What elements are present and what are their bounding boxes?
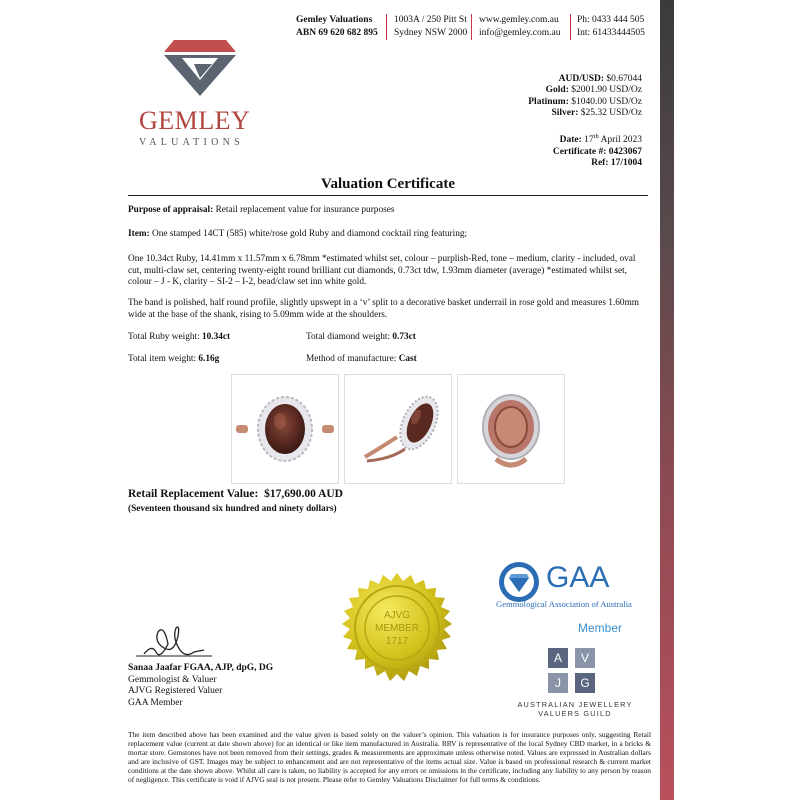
item-label: Item: <box>128 229 150 239</box>
item-text: One stamped 14CT (585) white/rose gold Ruby and diamond cocktail ring featuring; <box>152 229 468 239</box>
item-weight-label: Total item weight: <box>128 354 197 364</box>
header-divider <box>471 14 472 40</box>
item-weight <box>128 354 298 366</box>
phone: Ph: 0433 444 505 <box>577 15 645 25</box>
aud-usd-label: AUD/USD: <box>558 74 604 84</box>
ruby-weight <box>128 332 298 344</box>
logo-subtitle: VALUATIONS <box>139 137 245 148</box>
gaa-member-label: Member <box>578 621 623 635</box>
diamond-weight <box>306 332 506 344</box>
address-line1: 1003A / 250 Pitt St <box>394 15 467 25</box>
signatory-title2: AJVG Registered Valuer <box>128 686 223 697</box>
company-name: Gemley Valuations <box>296 15 373 25</box>
ring-photo-side-view[interactable] <box>344 374 452 484</box>
date-rest: April 2023 <box>600 135 642 146</box>
cert-label: Certificate #: <box>552 146 607 157</box>
ajvg-name-line1: AUSTRALIAN JEWELLERY <box>517 700 633 709</box>
ring-top-view-image <box>232 375 338 483</box>
address-line2: Sydney NSW 2000 <box>394 28 468 38</box>
abn: ABN 69 620 682 895 <box>296 28 378 38</box>
signatory-name: Sanaa Jaafar FGAA, AJP, dpG, DG <box>128 663 274 673</box>
header-divider <box>570 14 571 40</box>
ajvg-gold-seal-icon <box>333 571 461 699</box>
purpose-text: Retail replacement value for insurance purposes <box>215 205 395 215</box>
header-address-block <box>394 14 467 40</box>
seal-line1: AJVG <box>383 610 411 621</box>
certificate-title: Valuation Certificate <box>320 176 455 192</box>
ruby-weight-value: 10.34ct <box>201 332 231 342</box>
ajvg-name <box>500 700 650 719</box>
rrv-in-words: (Seventeen thousand six hundred and ninety dollars) <box>128 504 337 514</box>
header-phone-block <box>577 14 645 40</box>
gold-value: $2001.90 USD/Oz <box>571 85 642 96</box>
ring-side-view-image <box>345 375 451 483</box>
rrv-value: $17,690.00 AUD <box>264 488 343 500</box>
manufacture-value: Cast <box>398 354 417 364</box>
platinum-value: $1040.00 USD/Oz <box>571 96 642 107</box>
date-day: 17 <box>584 135 594 146</box>
rrv-label: Retail Replacement Value: <box>128 488 259 500</box>
manufacture-label: Method of manufacture: <box>306 354 397 364</box>
intl-phone: Int: 61433444505 <box>577 28 645 38</box>
header-web-block <box>479 14 560 40</box>
gaa-abbreviation: GAA <box>546 561 610 594</box>
ring-underside-image <box>458 375 564 483</box>
date-label: Date: <box>559 135 582 146</box>
gold-label: Gold: <box>545 85 569 96</box>
ring-photo-top-view[interactable] <box>231 374 339 484</box>
cert-number: 0423067 <box>608 146 642 157</box>
gaa-full-name: Gemmological Association of Australia <box>496 599 632 609</box>
ajvg-letter-a: A <box>548 648 568 668</box>
gemley-diamond-logo-icon <box>160 38 240 98</box>
metal-rates <box>528 74 642 120</box>
signatory-title1: Gemmologist & Valuer <box>128 674 217 685</box>
silver-value: $25.32 USD/Oz <box>580 108 642 119</box>
decorative-sidebar <box>660 0 674 800</box>
purpose-label: Purpose of appraisal: <box>128 205 214 215</box>
manufacture-method <box>306 354 506 366</box>
ruby-weight-label: Total Ruby weight: <box>128 332 200 342</box>
item-weight-value: 6.16g <box>198 354 220 364</box>
signatory-title3: GAA Member <box>128 697 183 708</box>
date-suffix: th <box>593 133 599 140</box>
ajvg-letter-j: J <box>548 673 568 693</box>
signature-icon <box>134 614 214 662</box>
ajvg-name-line2: VALUERS GUILD <box>538 709 612 719</box>
header-divider <box>386 14 387 40</box>
description-paragraph-1: One 10.34ct Ruby, 14.41mm x 11.57mm x 6.78mm *estimated whilst set, colour – purplish-Red, tone – medium, clarity - included, oval cut, multi-claw set, centering twenty-eight round brilliant cut diamonds, 0.73ct tdw, 1.93mm diameter (average) *estimated whilst set, colour – J - K, clarity – SI-2 – I-2, bead/claw set inn white gold. <box>128 254 636 288</box>
description-paragraph-2: The band is polished, half round profile, slightly upswept in a ‘v’ split to a decorative basket underrail in rose gold and measures 1.60mm wide at the base of the shank, rising to 5.09mm wide at the shoulders. <box>128 298 640 320</box>
disclaimer-text: The item described above has been examined and the value given is based solely on the valuer’s opinion. This valuation is for insurance purposes only, suggesting Retail replacement value (current at date shown above) for an identical or like item manufactured in Australia. RRV is representative of the local Sydney CBD market, in a bricks & mortar store. Gemstones have not been removed from their settings, grades & measurements are approximate unless otherwise noted. Values are expressed in Australian dollars and are inclusive of GST. Images may be subject to enhancement and are not representative of the items actual size. Value is based on professional research & current market conditions at the date shown above. Whilst all care is taken, no liability is accepted for any errors or omissions in the certificate, including any liability to any person by reason of negligence. This certificate is void if AJVG seal is not present. Please refer to Gemley Valuations Disclaimer for full terms & conditions. <box>128 730 651 785</box>
ajvg-letter-g: G <box>575 673 595 693</box>
item-line <box>128 229 648 241</box>
website-link[interactable]: www.gemley.com.au <box>479 15 559 25</box>
ref-label: Ref: <box>591 157 609 168</box>
ajvg-letter-v: V <box>575 648 595 668</box>
ref-number: 17/1004 <box>610 157 642 168</box>
seal-line3: 1717 <box>385 636 409 647</box>
aud-usd-value: $0.67044 <box>606 74 642 84</box>
gaa-emblem-icon <box>497 560 541 604</box>
title-rule <box>128 195 648 196</box>
purpose-line <box>128 205 648 217</box>
logo-name: GEMLEY <box>139 106 251 135</box>
email-link[interactable]: info@gemley.com.au <box>479 28 561 38</box>
seal-line2: MEMBER <box>375 623 419 634</box>
diamond-weight-value: 0.73ct <box>392 332 416 342</box>
retail-replacement-value <box>128 488 343 500</box>
ring-photo-underside-view[interactable] <box>457 374 565 484</box>
certificate-meta <box>553 131 642 169</box>
header-company-block <box>296 14 378 40</box>
diamond-weight-label: Total diamond weight: <box>306 332 391 342</box>
silver-label: Silver: <box>551 108 579 119</box>
signatory-block <box>128 663 273 709</box>
platinum-label: Platinum: <box>528 96 569 107</box>
